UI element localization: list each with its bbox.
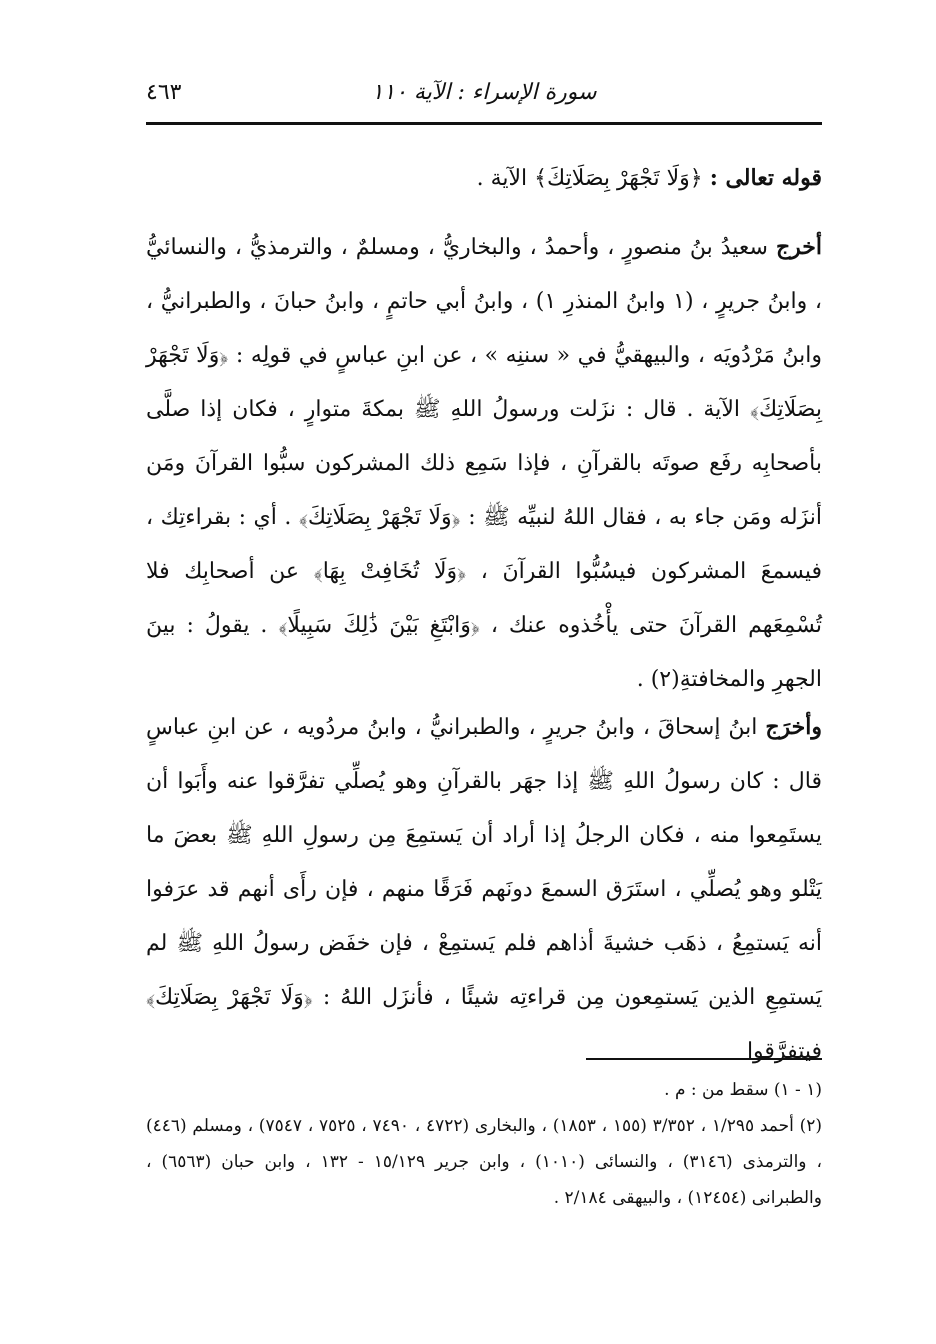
verse-heading	[146, 158, 822, 199]
header-divider	[146, 122, 822, 125]
footnotes	[146, 1072, 822, 1216]
paragraph-1	[146, 220, 822, 707]
paragraph-2	[146, 700, 822, 1079]
page-number: ٤٦٣	[146, 80, 182, 105]
footnote-divider	[586, 1058, 822, 1060]
paragraph-2-lead: وأخرَج	[765, 714, 822, 740]
paragraph-1-text: سعيدُ بنُ منصورٍ ، وأحمدُ ، والبخاريُّ ، ومسلمٌ ، والترمذيُّ ، والنسائيُّ ، وابنُ جريرٍ ، (١ وابنُ المنذرِ ١) ، وابنُ أبي حاتمٍ ، وابنُ حبانَ ، والطبرانيُّ ، وابنُ مَرْدُويَه ، والبيهقيُّ في « سننِه » ، عن ابنِ عباسٍ في قولِه : ﴿وَلَا تَجْهَرْ بِصَلَاتِكَ﴾ الآية . قال : نزَلت ورسولُ اللهِ ﷺ بمكةَ متوارٍ ، فكان إذا صلَّى بأصحابِه رفَع صوتَه بالقرآنِ ، فإذا سَمِع ذلك المشركون سبُّوا القرآنَ ومَن أنزَله ومَن جاء به ، فقال اللهُ لنبيِّه ﷺ : ﴿وَلَا تَجْهَرْ بِصَلَاتِكَ﴾ . أي : بقراءتِك ، فيسمعَ المشركون فيسُبُّوا القرآنَ ، ﴿وَلَا تُخَافِتْ بِهَا﴾ عن أصحابِك فلا تُسْمِعَهم القرآنَ حتى يأْخُذوه عنك ، ﴿وَابْتَغِ بَيْنَ ذَٰلِكَ سَبِيلًا﴾ . يقولُ : بينَ الجهرِ والمخافتةِ(٢) .	[146, 235, 822, 692]
footnote-1: (١ - ١) سقط من : م .	[664, 1080, 822, 1100]
paragraph-1-lead: أخرج	[775, 234, 822, 260]
paragraph-2-text: ابنُ إسحاقَ ، وابنُ جريرٍ ، والطبرانيُّ ، وابنُ مردُويه ، عن ابنِ عباسٍ قال : كان رسولُ اللهِ ﷺ إذا جهَر بالقرآنِ وهو يُصلِّي تفرَّقوا عنه وأَبَوا أن يستَمِعوا منه ، فكان الرجلُ إذا أراد أن يَستمِعَ مِن رسولِ اللهِ ﷺ بعضَ ما يَتْلو وهو يُصلِّي ، استَرَق السمعَ دونَهم فَرَقًا منهم ، فإن رأَى أنهم قد عرَفوا أنه يَستمِعُ ، ذهَب خشيةَ أذاهم فلم يَستمِعْ ، فإن خفَض رسولُ اللهِ ﷺ لم يَستمِعِ الذين يَستمِعون مِن قراءتِه شيئًا ، فأنزَل اللهُ : ﴿وَلَا تَجْهَرْ بِصَلَاتِكَ﴾ فيتفرَّقوا	[146, 715, 822, 1064]
footnote-2: (٢) أحمد ١/٢٩٥ ، ٣/٣٥٢ (١٥٥ ، ١٨٥٣) ، والبخارى (٤٧٢٢ ، ٧٤٩٠ ، ٧٥٢٥ ، ٧٥٤٧) ، ومسلم (٤٤٦) ، والترمذى (٣١٤٦) ، والنسائى (١٠١٠) ، وابن جرير ١٥/١٢٩ - ١٣٢ ، وابن حبان (٦٥٦٣) ، والطبرانى (١٢٤٥٤) ، والبيهقى ٢/١٨٤ .	[146, 1116, 823, 1208]
chapter-title: سورة الإسراء : الآية ١١٠	[371, 80, 597, 105]
heading-text: ﴿وَلَا تَجْهَرْ بِصَلَاتِكَ﴾ الآية .	[476, 166, 703, 191]
heading-lead: قوله تعالى :	[709, 165, 822, 191]
running-header	[146, 70, 822, 122]
